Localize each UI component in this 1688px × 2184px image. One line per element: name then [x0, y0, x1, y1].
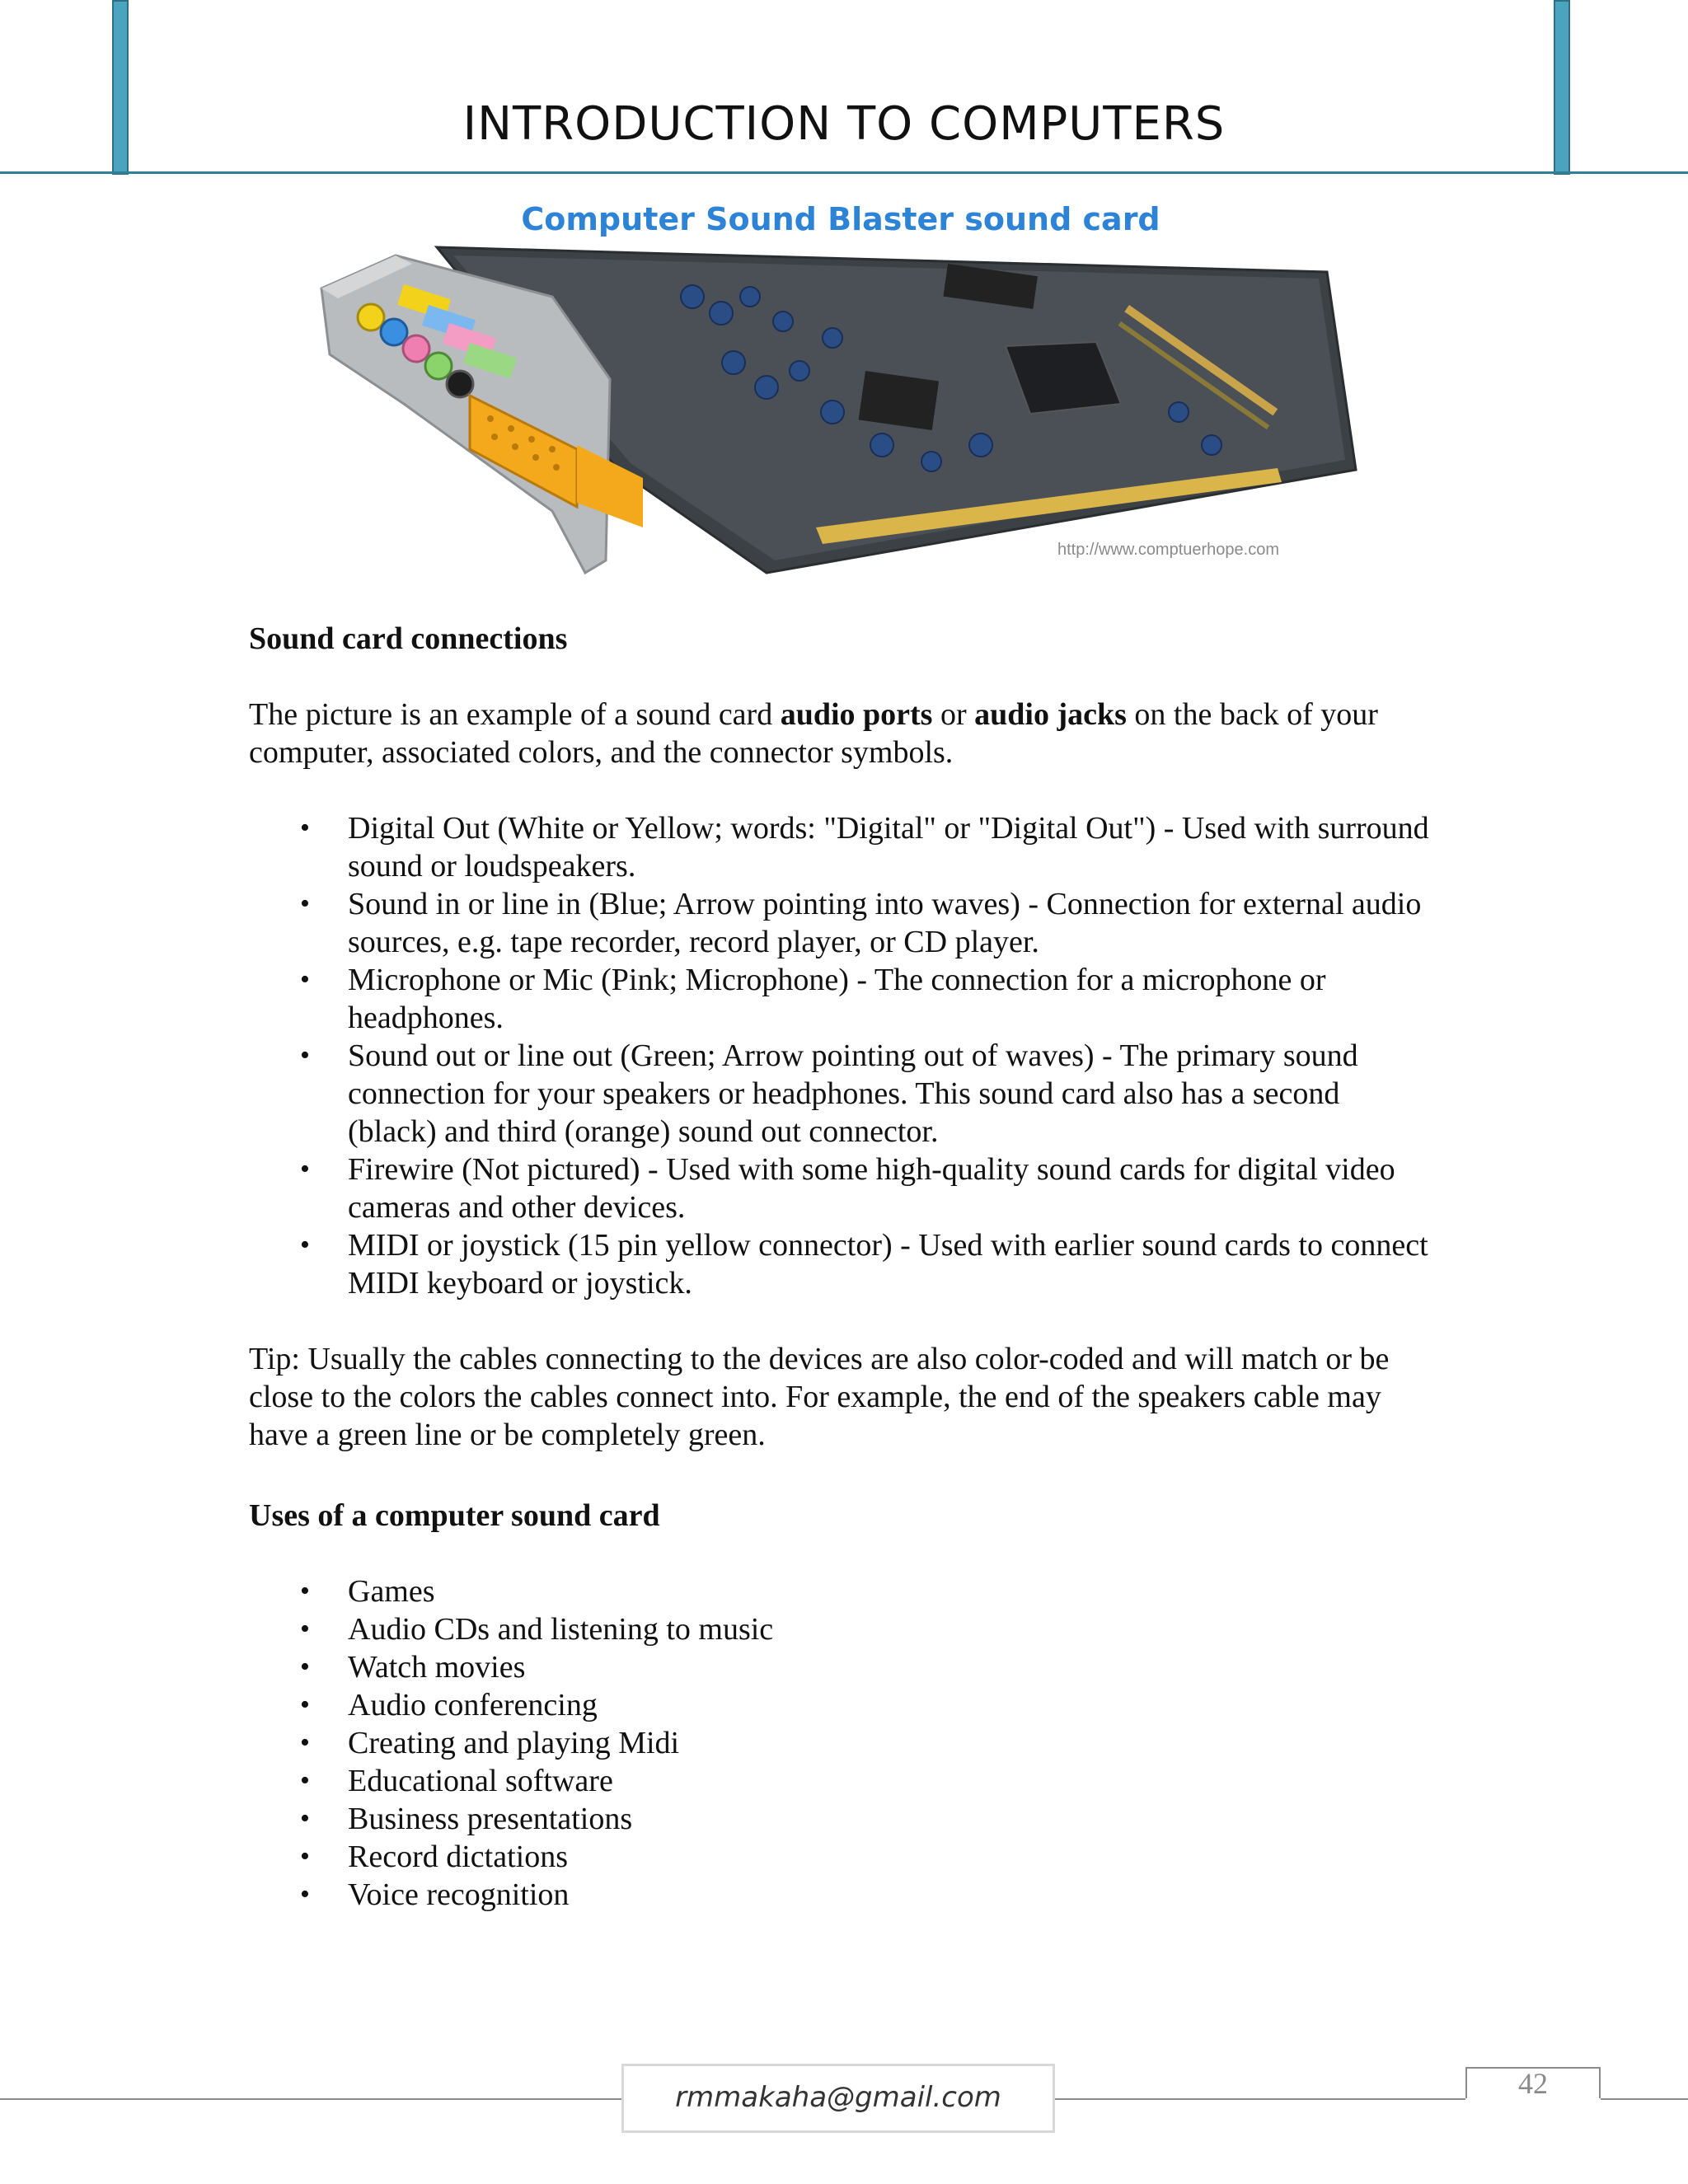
footer-email: rmmakaha@gmail.com [621, 2064, 1055, 2133]
section-uses [249, 1497, 1436, 1914]
page-header-title: INTRODUCTION TO COMPUTERS [462, 97, 1226, 151]
intro-text: or [932, 697, 975, 732]
sound-card-photo [305, 198, 1376, 577]
list-item: • Sound out or line out (Green; Arrow pointing out of waves) - The primary sound connection for your speakers or headphones. This sound card also has a second (black) and third (orange) sound out connector. [249, 1037, 1436, 1151]
intro-text: The picture is an example of a sound card [249, 697, 781, 732]
list-item: • Audio CDs and listening to music [249, 1610, 1436, 1648]
figure-caption: Computer Sound Blaster sound card [521, 201, 1160, 237]
uses-list [249, 1572, 1436, 1914]
section-sound-card-connections [249, 620, 1436, 1454]
list-item: • Firewire (Not pictured) - Used with some high-quality sound cards for digital video cameras and other devices. [249, 1151, 1436, 1226]
section-heading: Sound card connections [249, 621, 568, 656]
list-item: • Audio conferencing [249, 1686, 1436, 1724]
list-item: • Games [249, 1572, 1436, 1610]
intro-bold-term: audio ports [780, 697, 933, 732]
list-item: • Watch movies [249, 1648, 1436, 1686]
list-item: • Sound in or line in (Blue; Arrow pointing into waves) - Connection for external audio sources, e.g. tape recorder, record player, or CD player. [249, 885, 1436, 961]
tip-paragraph: Tip: Usually the cables connecting to the devices are also color-coded and will match or be close to the colors the cables connect into. For example, the end of the speakers cable may have a green line or be completely green. [249, 1342, 1390, 1452]
section-heading: Uses of a computer sound card [249, 1498, 660, 1533]
connections-list [249, 809, 1436, 1302]
list-item: • Educational software [249, 1762, 1436, 1800]
list-item: • Digital Out (White or Yellow; words: "Digital" or "Digital Out") - Used with surround sound or loudspeakers. [249, 809, 1436, 885]
figure-source-url: http://www.comptuerhope.com [1057, 541, 1280, 559]
footer-rule-right [1601, 2098, 1688, 2100]
header-rule [0, 171, 1688, 174]
list-item: • Business presentations [249, 1800, 1436, 1838]
intro-bold-term: audio jacks [974, 697, 1127, 732]
footer-rule-middle [1055, 2098, 1465, 2100]
intro-text: on the back of your computer, associated colors, and the connector symbols. [249, 697, 1378, 770]
list-item: • Record dictations [249, 1838, 1436, 1876]
page-number: 42 [1465, 2067, 1601, 2098]
intro-paragraph [249, 696, 1436, 771]
footer-rule-left [0, 2098, 621, 2100]
list-item: • Microphone or Mic (Pink; Microphone) - The connection for a microphone or headphones. [249, 961, 1436, 1037]
list-item: • Voice recognition [249, 1876, 1436, 1914]
list-item: • Creating and playing Midi [249, 1724, 1436, 1762]
list-item: • MIDI or joystick (15 pin yellow connector) - Used with earlier sound cards to connect MIDI keyboard or joystick. [249, 1226, 1436, 1302]
